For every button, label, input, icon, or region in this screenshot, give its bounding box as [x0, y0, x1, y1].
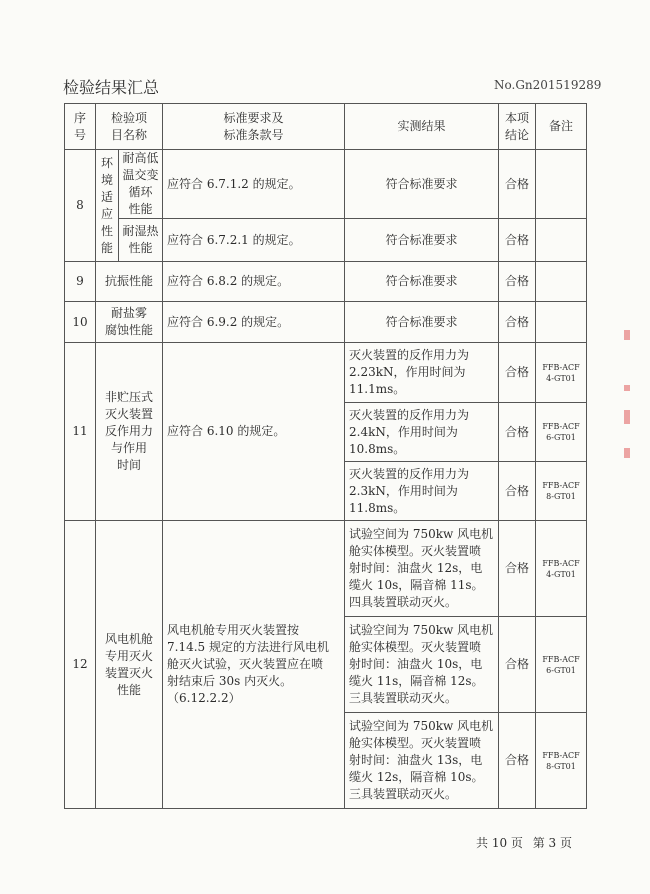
table-row	[65, 150, 587, 219]
result-text: 灭火装置的反作用力为 2.23kN，作用时间为 11.1ms。	[345, 343, 499, 403]
total-pages: 共 10 页	[476, 836, 523, 850]
row-number: 12	[65, 521, 96, 809]
table-row	[65, 521, 587, 617]
conclusion: 合格	[499, 219, 536, 262]
conclusion: 合格	[499, 617, 536, 713]
table-row	[65, 343, 587, 403]
row-number: 10	[65, 302, 96, 343]
remark: FFB-ACF 8-GT01	[536, 713, 587, 809]
remark: FFB-ACF 4-GT01	[536, 521, 587, 617]
standard-text: 风电机舱专用灭火装置按 7.14.5 规定的方法进行风电机 舱灭火试验，灭火装置应在喷 射结束后 30s 内灭火。 （6.12.2.2）	[163, 521, 345, 809]
result-text: 灭火装置的反作用力为 2.3kN，作用时间为 11.8ms。	[345, 462, 499, 521]
conclusion: 合格	[499, 403, 536, 462]
item-name: 耐高低 温交变 循环 性能	[119, 150, 163, 219]
standard-text: 应符合 6.7.1.2 的规定。	[163, 150, 345, 219]
conclusion: 合格	[499, 462, 536, 521]
conclusion: 合格	[499, 150, 536, 219]
row-number: 8	[65, 150, 96, 262]
current-page: 第 3 页	[532, 836, 572, 850]
item-name: 非贮压式 灭火装置 反作用力 与作用 时间	[96, 343, 163, 521]
remark	[536, 219, 587, 262]
header-row	[65, 104, 587, 150]
item-name: 耐湿热 性能	[119, 219, 163, 262]
remark	[536, 302, 587, 343]
result-text: 符合标准要求	[345, 150, 499, 219]
table-row	[65, 302, 587, 343]
header-item: 检验项 目名称	[96, 104, 163, 150]
seal-fragment	[624, 330, 630, 340]
table-row	[65, 262, 587, 302]
group-name: 环 境 适 应 性 能	[96, 150, 119, 262]
document-number: No.Gn201519289	[494, 78, 602, 92]
table-row	[65, 219, 587, 262]
conclusion: 合格	[499, 521, 536, 617]
seal-fragment	[624, 385, 630, 391]
remark: FFB-ACF 4-GT01	[536, 343, 587, 403]
remark: FFB-ACF 8-GT01	[536, 462, 587, 521]
row-number: 11	[65, 343, 96, 521]
item-name: 风电机舱 专用灭火 装置灭火 性能	[96, 521, 163, 809]
result-text: 符合标准要求	[345, 302, 499, 343]
header-no: 序号	[65, 104, 96, 150]
result-text: 灭火装置的反作用力为 2.4kN，作用时间为 10.8ms。	[345, 403, 499, 462]
conclusion: 合格	[499, 302, 536, 343]
page-title: 检验结果汇总	[63, 78, 160, 97]
standard-text: 应符合 6.7.2.1 的规定。	[163, 219, 345, 262]
seal-fragment	[624, 448, 630, 458]
standard-text: 应符合 6.8.2 的规定。	[163, 262, 345, 302]
result-text: 符合标准要求	[345, 219, 499, 262]
remark: FFB-ACF 6-GT01	[536, 617, 587, 713]
standard-text: 应符合 6.10 的规定。	[163, 343, 345, 521]
conclusion: 合格	[499, 262, 536, 302]
header-result: 实测结果	[345, 104, 499, 150]
results-table	[64, 103, 587, 809]
seal-fragment	[624, 410, 630, 424]
page-footer	[470, 834, 572, 851]
conclusion: 合格	[499, 713, 536, 809]
result-text: 试验空间为 750kw 风电机 舱实体模型。灭火装置喷 射时间：油盘火 10s，电 缆火 11s，隔音棉 12s。 三具装置联动灭火。	[345, 617, 499, 713]
item-name: 耐盐雾 腐蚀性能	[96, 302, 163, 343]
standard-text: 应符合 6.9.2 的规定。	[163, 302, 345, 343]
remark	[536, 262, 587, 302]
item-name: 抗振性能	[96, 262, 163, 302]
remark	[536, 150, 587, 219]
header-remark: 备注	[536, 104, 587, 150]
header-conclusion: 本项 结论	[499, 104, 536, 150]
header-standard: 标准要求及 标准条款号	[163, 104, 345, 150]
result-text: 试验空间为 750kw 风电机 舱实体模型。灭火装置喷 射时间：油盘火 13s，电 缆火 12s，隔音棉 10s。 三具装置联动灭火。	[345, 713, 499, 809]
remark: FFB-ACF 6-GT01	[536, 403, 587, 462]
result-text: 试验空间为 750kw 风电机 舱实体模型。灭火装置喷 射时间：油盘火 12s，电 缆火 10s，隔音棉 11s。 四具装置联动灭火。	[345, 521, 499, 617]
row-number: 9	[65, 262, 96, 302]
conclusion: 合格	[499, 343, 536, 403]
result-text: 符合标准要求	[345, 262, 499, 302]
